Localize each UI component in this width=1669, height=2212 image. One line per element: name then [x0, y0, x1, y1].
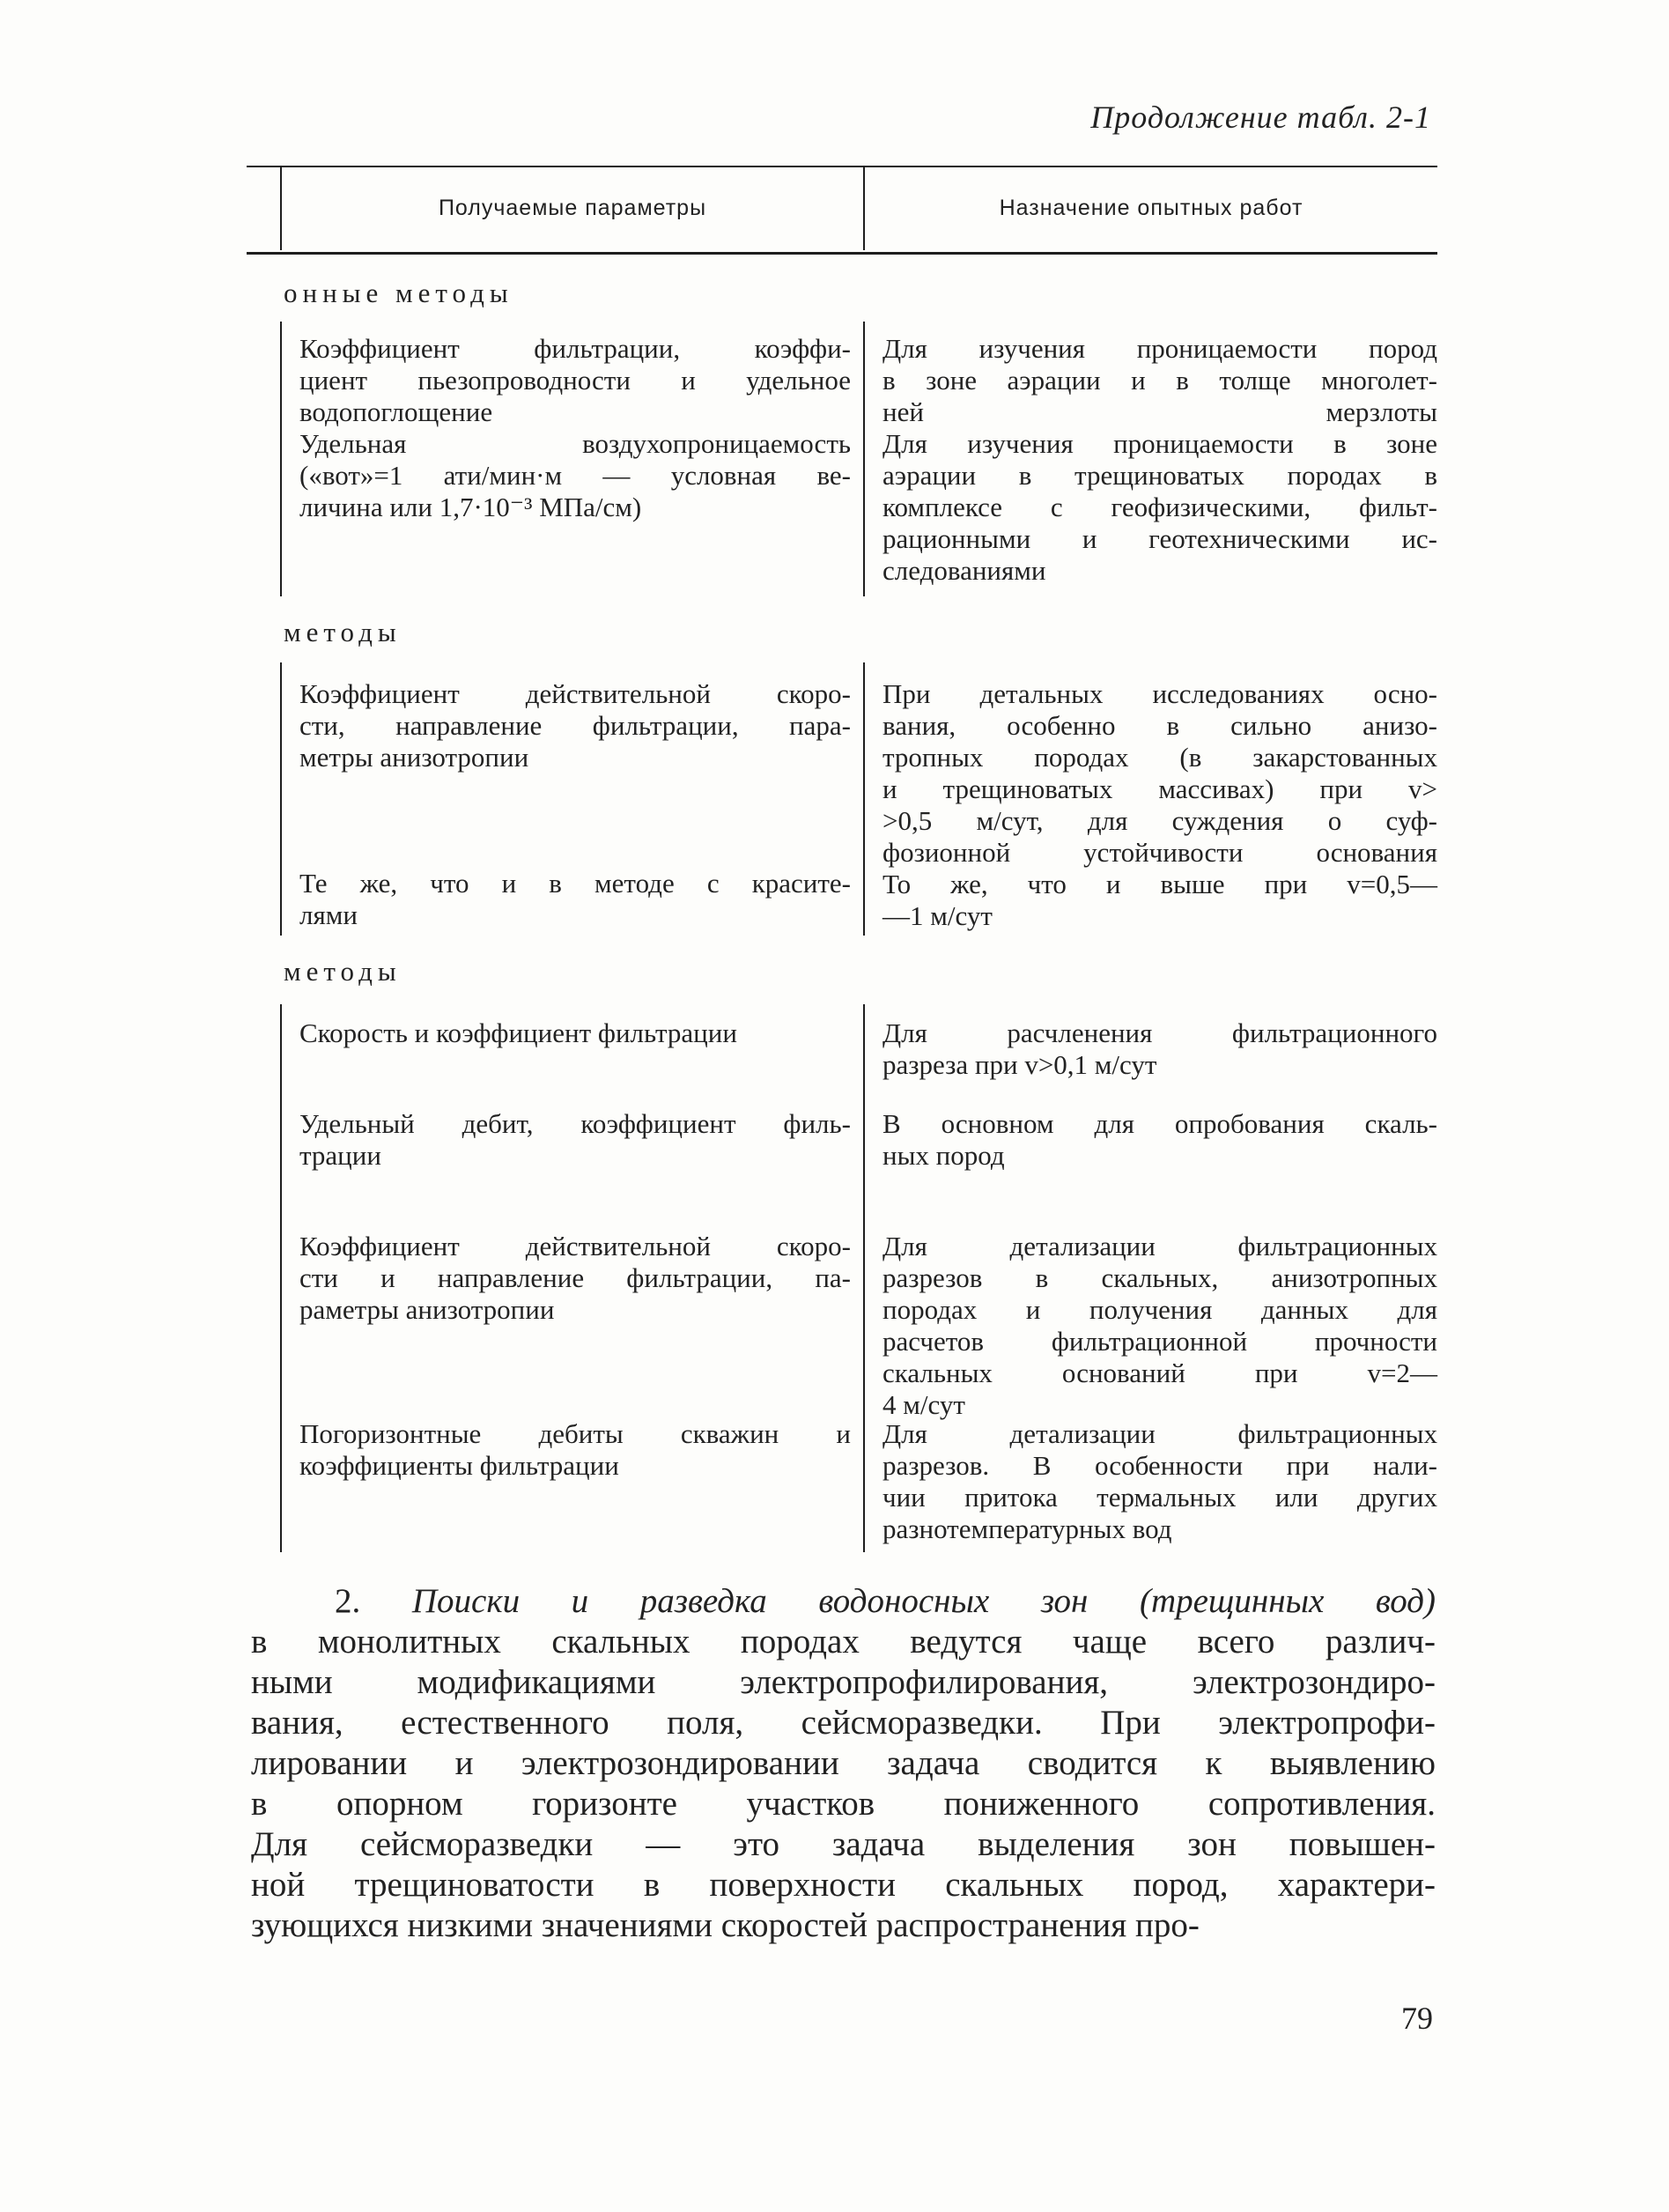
paragraph-line: Для сейсморазведки — это задача выделения зон повышен- — [251, 1825, 1436, 1863]
cell-line: водопоглощение — [299, 396, 493, 427]
cell-line: личина или 1,7·10⁻³ МПа/см) — [299, 492, 642, 522]
table-cell-parameters — [299, 1017, 851, 1049]
paragraph-line: ной трещиноватости в поверхности скальных пород, характери- — [251, 1866, 1436, 1904]
continuation-title: Продолжение табл. 2-1 — [1090, 100, 1431, 135]
table-cell-parameters — [299, 1231, 851, 1326]
cell-line: разрезов. В особенности при нали- — [883, 1450, 1437, 1481]
paragraph-line: вания, естественного поля, сейсморазведки. При электропрофи- — [251, 1704, 1436, 1742]
table-cell-purpose — [883, 333, 1437, 587]
cell-line: скальных оснований при v=2— — [883, 1358, 1437, 1388]
table-cell-purpose — [883, 1108, 1437, 1172]
cell-line: разнотемпературных вод — [883, 1513, 1172, 1544]
paragraph-line: в монолитных скальных породах ведутся чаще всего различ- — [251, 1623, 1436, 1661]
cell-line: сти и направление фильтрации, па- — [299, 1262, 851, 1293]
table-cell-parameters — [299, 868, 851, 931]
cell-line: чии притока термальных или других — [883, 1482, 1437, 1513]
cell-line: расчетов фильтрационной прочности — [883, 1326, 1437, 1357]
cell-line: следованиями — [883, 555, 1046, 586]
cell-line: лями — [299, 899, 358, 930]
table-cell-parameters — [299, 333, 851, 523]
column-header-right: Назначение опытных работ — [999, 196, 1303, 220]
cell-line: Коэффициент действительной скоро- — [299, 1231, 851, 1261]
paragraph-line: ными модификациями электропрофилирования, электрозондиро- — [251, 1663, 1436, 1701]
cell-line: рационными и геотехническими ис- — [883, 523, 1437, 554]
cell-line: комплексе с геофизическими, фильт- — [883, 492, 1437, 522]
cell-line: вания, особенно в сильно анизо- — [883, 710, 1437, 741]
cell-line: циент пьезопроводности и удельное — [299, 365, 851, 396]
table-cell-parameters — [299, 1108, 851, 1172]
header-bottom-rule — [247, 252, 1437, 255]
left-border — [280, 1004, 282, 1552]
paragraph-line: лировании и электрозондировании задача сводится к выявлению — [251, 1744, 1436, 1782]
cell-line: ных пород — [883, 1140, 1005, 1171]
cell-line: фозионной устойчивости основания — [883, 837, 1437, 868]
cell-line: и трещиноватых массивах) при v> — [883, 773, 1437, 804]
cell-line: В основном для опробования скаль- — [883, 1108, 1437, 1139]
cell-line: тропных породах (в закарстованных — [883, 742, 1437, 773]
cell-line: Скорость и коэффициент фильтрации — [299, 1017, 737, 1048]
paragraph-heading-line — [251, 1581, 1436, 1622]
cell-line: в зоне аэрации и в толще многолет- — [883, 365, 1437, 396]
cell-line: Для изучения проницаемости пород — [883, 333, 1437, 364]
cell-line: Для детализации фильтрационных — [883, 1231, 1437, 1261]
cell-line: Погоризонтные дебиты скважин и — [299, 1418, 851, 1449]
cell-line: Для изучения проницаемости в зоне — [883, 428, 1437, 459]
cell-line: Для детализации фильтрационных — [883, 1418, 1437, 1449]
cell-line: 4 м/сут — [883, 1389, 965, 1420]
table-cell-purpose — [883, 1418, 1437, 1545]
body-paragraph — [251, 1581, 1436, 1946]
column-divider — [863, 662, 865, 936]
cell-line: Коэффициент действительной скоро- — [299, 678, 851, 709]
column-divider — [863, 322, 865, 596]
column-divider — [863, 1004, 865, 1552]
cell-line: породах и получения данных для — [883, 1294, 1437, 1325]
section-title: методы — [284, 617, 402, 647]
cell-line: аэрации в трещиноватых породах в — [883, 460, 1437, 491]
cell-line: разреза при v>0,1 м/сут — [883, 1049, 1157, 1080]
cell-line: При детальных исследованиях осно- — [883, 678, 1437, 709]
cell-line: разрезов в скальных, анизотропных — [883, 1262, 1437, 1293]
cell-line: Те же, что и в методе с красите- — [299, 868, 851, 899]
table-cell-parameters — [299, 678, 851, 773]
paragraph-number: 2. — [335, 1582, 361, 1620]
paragraph-line: зующихся низкими значениями скоростей распространения про- — [251, 1906, 1200, 1944]
cell-line: трации — [299, 1140, 381, 1171]
table-top-rule — [247, 166, 1437, 167]
table-cell-purpose — [883, 1231, 1437, 1421]
cell-line: сти, направление фильтрации, пара- — [299, 710, 851, 741]
cell-line: Удельный дебит, коэффициент филь- — [299, 1108, 851, 1139]
table-cell-purpose — [883, 678, 1437, 932]
cell-line: То же, что и выше при v=0,5— — [883, 869, 1437, 899]
cell-line: Коэффициент фильтрации, коэффи- — [299, 333, 851, 364]
left-border — [280, 322, 282, 596]
cell-line: ней мерзлоты — [883, 396, 1437, 427]
section-title: методы — [284, 956, 402, 987]
section-title: онные методы — [284, 277, 513, 308]
paragraph-italic-heading: Поиски и разведка водоносных зон (трещинных вод) — [411, 1582, 1436, 1620]
page-number: 79 — [1401, 2001, 1433, 2036]
table-cell-purpose — [883, 1017, 1437, 1081]
cell-line: Удельная воздухопроницаемость — [299, 428, 851, 459]
paragraph-line: в опорном горизонте участков пониженного сопротивления. — [251, 1785, 1436, 1823]
cell-line: коэффициенты фильтрации — [299, 1450, 619, 1481]
cell-line: >0,5 м/сут, для суждения о суф- — [883, 805, 1437, 836]
cell-line: —1 м/сут — [883, 900, 993, 931]
left-border — [280, 662, 282, 936]
cell-line: («вот»=1 ати/мин·м — условная ве- — [299, 460, 851, 491]
column-header-left: Получаемые параметры — [438, 196, 707, 220]
table-cell-parameters — [299, 1418, 851, 1482]
cell-line: метры анизотропии — [299, 742, 529, 773]
cell-line: раметры анизотропии — [299, 1294, 555, 1325]
cell-line: Для расчленения фильтрационного — [883, 1017, 1437, 1048]
